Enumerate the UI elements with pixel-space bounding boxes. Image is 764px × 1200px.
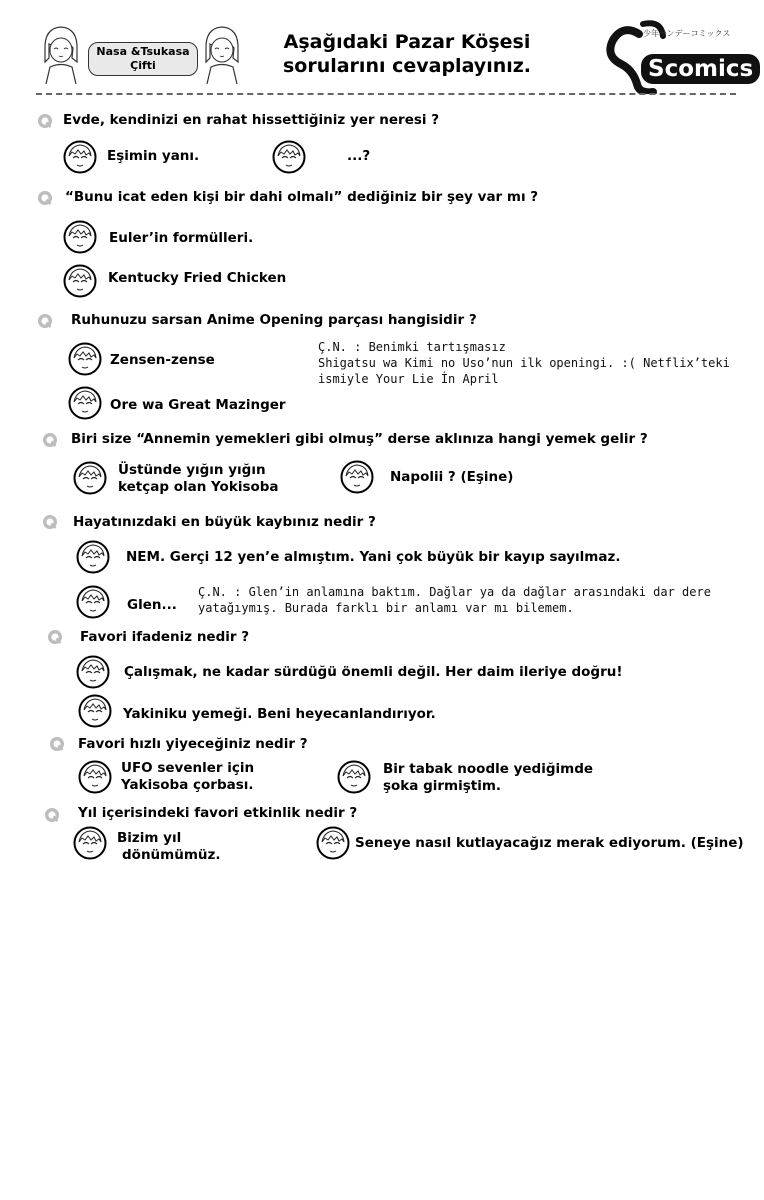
face-icon [316,826,350,860]
answer-2-a: Euler’in formülleri. [109,230,254,246]
answer-7-b [383,761,593,795]
face-icon [272,140,306,174]
answer-6-b: Yakiniku yemeği. Beni heyecanlandırıyor. [123,706,436,722]
character-illustration-right [197,22,247,84]
face-icon [337,760,371,794]
face-icon [68,386,102,420]
face-icon [78,760,112,794]
answer-2-b: Kentucky Fried Chicken [108,270,287,286]
title-line-2: sorularını cevaplayınız. [282,55,532,77]
answer-line: Bizim yıl [117,830,182,846]
question-5: Hayatınızdaki en büyük kaybınız nedir ? [73,514,376,530]
logo-subtext: 少年サンデーコミックス [643,29,731,38]
answer-line: Yakisoba çorbası. [121,777,254,793]
face-icon [68,342,102,376]
question-icon [49,736,65,752]
note-line: Shigatsu wa Kimi no Uso’nun ilk openingi. :( Netflix’teki [318,356,730,370]
question-4: Biri size “Annemin yemekleri gibi olmuş” derse aklınıza hangi yemek gelir ? [71,431,648,447]
tag-line-1: Nasa &Tsukasa [96,45,190,58]
question-icon [37,113,53,129]
face-icon [63,264,97,298]
face-icon [73,826,107,860]
question-icon [47,629,63,645]
face-icon [76,655,110,689]
note-line: Ç.N. : Glen’in anlamına baktım. Dağlar ya da dağlar arasındaki dar dere [198,585,711,599]
answer-line: Üstünde yığın yığın [118,462,266,478]
answer-line: Bir tabak noodle yediğimde [383,761,594,777]
tag-line-2: Çifti [130,59,156,72]
publisher-logo [603,16,754,94]
answer-6-a: Çalışmak, ne kadar sürdüğü önemli değil. Her daim ileriye doğru! [124,664,623,680]
answer-1-a: Eşimin yanı. [107,148,200,164]
answer-3-b: Ore wa Great Mazinger [110,397,286,413]
logo-wordmark: Scomics [641,54,760,84]
answer-line: şoka girmiştim. [383,778,502,794]
question-icon [42,514,58,530]
answer-7-a [121,760,254,794]
answer-8-b: Seneye nasıl kutlayacağız merak ediyorum. (Eşine) [355,835,744,851]
face-icon [73,461,107,495]
title-line-1: Aşağıdaki Pazar Köşesi [283,31,531,53]
answer-3-a: Zensen-zense [110,352,215,368]
page-title [262,30,552,78]
answer-4-b: Napolii ? (Eşine) [390,469,514,485]
couple-name-tag [88,42,198,76]
note-line: yatağıymış. Burada farklı bir anlamı var mı bilemem. [198,601,574,615]
face-icon [340,460,374,494]
face-icon [78,694,112,728]
answer-4-a [118,462,279,496]
answer-5-b: Glen... [127,597,177,613]
question-1: Evde, kendinizi en rahat hissettiğiniz yer neresi ? [63,112,440,128]
question-2: “Bunu icat eden kişi bir dahi olmalı” dediğiniz bir şey var mı ? [65,189,539,205]
face-icon [76,585,110,619]
question-3: Ruhunuzu sarsan Anime Opening parçası hangisidir ? [71,312,477,328]
question-7: Favori hızlı yiyeceğiniz nedir ? [78,736,308,752]
header-divider [36,93,736,95]
face-icon [63,140,97,174]
question-6: Favori ifadeniz nedir ? [80,629,250,645]
answer-5-a: NEM. Gerçi 12 yen’e almıştım. Yani çok büyük bir kayıp sayılmaz. [126,549,621,565]
face-icon [76,540,110,574]
character-illustration-left [36,22,86,84]
answer-8-a [117,830,221,864]
question-icon [42,432,58,448]
face-icon [63,220,97,254]
translator-note-1 [318,339,730,387]
character-icon [36,22,86,84]
answer-1-b: ...? [347,148,371,164]
answer-line: UFO sevenler için [121,760,255,776]
question-icon [37,190,53,206]
question-icon [44,807,60,823]
note-line: ismiyle Your Lie İn April [318,372,499,386]
note-line: Ç.N. : Benimki tartışmasız [318,340,506,354]
answer-line: ketçap olan Yokisoba [118,479,279,495]
question-8: Yıl içerisindeki favori etkinlik nedir ? [78,805,358,821]
translator-note-2 [198,584,711,616]
character-icon [197,22,247,84]
answer-line: dönümümüz. [122,847,221,863]
question-icon [37,313,53,329]
